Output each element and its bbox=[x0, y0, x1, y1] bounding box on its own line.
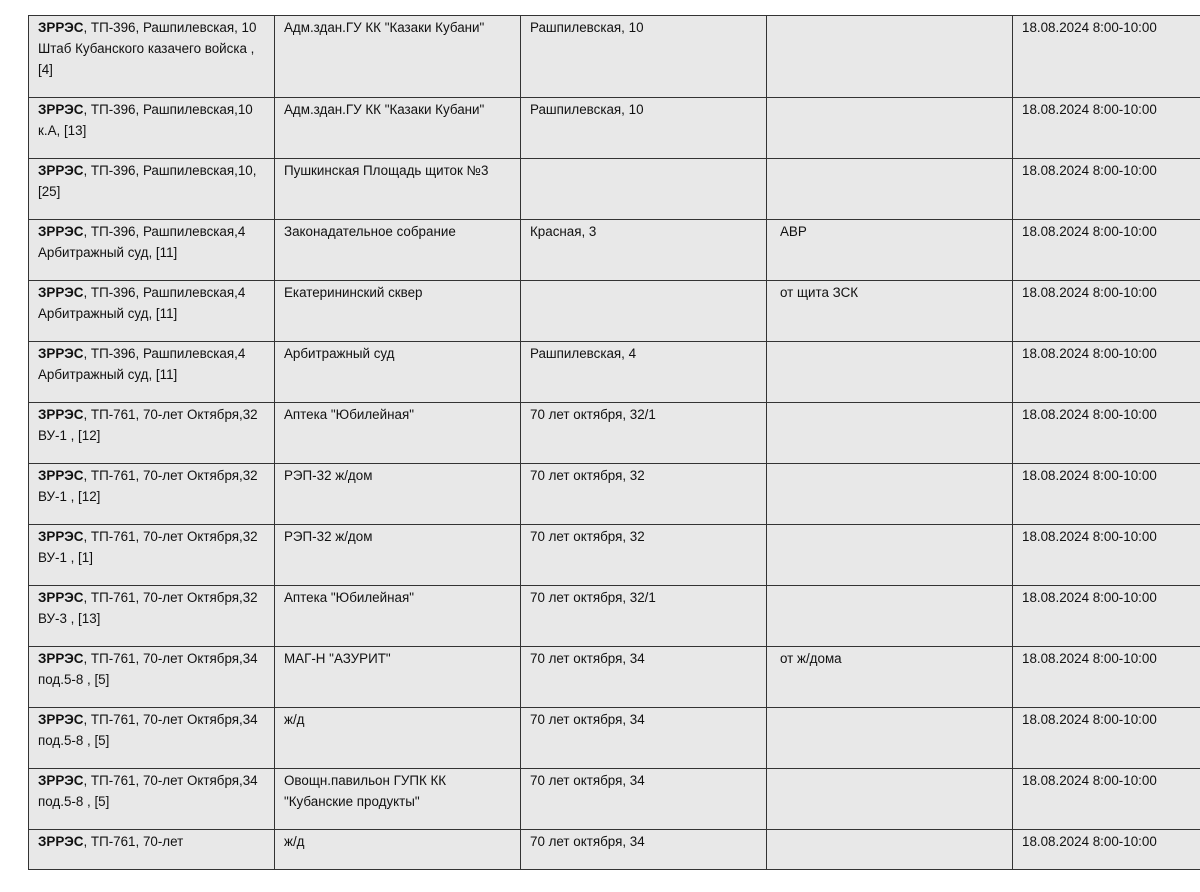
time-cell bbox=[1013, 464, 1200, 525]
object-cell bbox=[275, 708, 521, 769]
object-cell bbox=[275, 525, 521, 586]
note-cell bbox=[767, 464, 1013, 525]
location-text: , ТП-761, 70-лет Октября,32 ВУ-1 , [12] bbox=[38, 468, 258, 504]
address-cell bbox=[521, 647, 767, 708]
object-cell bbox=[275, 342, 521, 403]
source-cell bbox=[29, 708, 275, 769]
note-cell bbox=[767, 281, 1013, 342]
note-cell bbox=[767, 220, 1013, 281]
address-text: Красная, 3 bbox=[530, 224, 597, 239]
source-cell bbox=[29, 342, 275, 403]
address-cell bbox=[521, 586, 767, 647]
object-text: Адм.здан.ГУ КК "Казаки Кубани" bbox=[284, 20, 485, 35]
source-cell bbox=[29, 586, 275, 647]
org-label: ЗРРЭС bbox=[38, 224, 84, 239]
location-text: , ТП-761, 70-лет Октября,32 ВУ-3 , [13] bbox=[38, 590, 258, 626]
time-text: 18.08.2024 8:00-10:00 bbox=[1022, 224, 1157, 239]
time-text: 18.08.2024 8:00-10:00 bbox=[1022, 651, 1157, 666]
object-text: Аптека "Юбилейная" bbox=[284, 407, 414, 422]
time-cell bbox=[1013, 159, 1200, 220]
location-text: , ТП-396, Рашпилевская,4 Арбитражный суд, [11] bbox=[38, 346, 246, 382]
time-text: 18.08.2024 8:00-10:00 bbox=[1022, 773, 1157, 788]
note-text bbox=[776, 529, 780, 544]
object-cell bbox=[275, 98, 521, 159]
note-cell bbox=[767, 647, 1013, 708]
location-text: , ТП-761, 70-лет Октября,34 под.5-8 , [5] bbox=[38, 712, 258, 748]
note-cell bbox=[767, 159, 1013, 220]
object-text: ж/д bbox=[284, 834, 305, 849]
object-text: РЭП-32 ж/дом bbox=[284, 529, 373, 544]
time-text: 18.08.2024 8:00-10:00 bbox=[1022, 102, 1157, 117]
time-text: 18.08.2024 8:00-10:00 bbox=[1022, 529, 1157, 544]
note-cell bbox=[767, 830, 1013, 870]
object-cell bbox=[275, 159, 521, 220]
org-label: ЗРРЭС bbox=[38, 590, 84, 605]
table-row bbox=[29, 464, 1200, 525]
address-cell bbox=[521, 830, 767, 870]
address-text: Рашпилевская, 4 bbox=[530, 346, 637, 361]
object-cell bbox=[275, 647, 521, 708]
address-cell bbox=[521, 220, 767, 281]
address-text: 70 лет октября, 32 bbox=[530, 529, 645, 544]
time-cell bbox=[1013, 98, 1200, 159]
object-cell bbox=[275, 830, 521, 870]
note-text bbox=[776, 590, 780, 605]
address-text: 70 лет октября, 34 bbox=[530, 773, 645, 788]
note-text bbox=[776, 163, 780, 178]
address-cell bbox=[521, 708, 767, 769]
table-row bbox=[29, 16, 1200, 98]
note-cell bbox=[767, 16, 1013, 98]
time-cell bbox=[1013, 525, 1200, 586]
source-cell bbox=[29, 220, 275, 281]
time-text: 18.08.2024 8:00-10:00 bbox=[1022, 834, 1157, 849]
outage-table bbox=[28, 15, 1200, 870]
address-cell bbox=[521, 342, 767, 403]
table-row bbox=[29, 403, 1200, 464]
source-cell bbox=[29, 98, 275, 159]
object-text: Овощн.павильон ГУПК КК "Кубанские продукты" bbox=[284, 773, 447, 809]
table-row bbox=[29, 830, 1200, 870]
address-cell bbox=[521, 159, 767, 220]
table-row bbox=[29, 342, 1200, 403]
table-row bbox=[29, 220, 1200, 281]
address-text: 70 лет октября, 34 bbox=[530, 712, 645, 727]
time-cell bbox=[1013, 769, 1200, 830]
table-body bbox=[29, 16, 1200, 870]
note-cell bbox=[767, 769, 1013, 830]
location-text: , ТП-396, Рашпилевская,4 Арбитражный суд, [11] bbox=[38, 285, 246, 321]
table-row bbox=[29, 159, 1200, 220]
table-row bbox=[29, 708, 1200, 769]
address-cell bbox=[521, 281, 767, 342]
note-text: АВР bbox=[780, 224, 807, 239]
source-cell bbox=[29, 464, 275, 525]
table-row bbox=[29, 525, 1200, 586]
location-text: , ТП-761, 70-лет bbox=[83, 834, 184, 849]
note-text bbox=[776, 102, 780, 117]
time-cell bbox=[1013, 16, 1200, 98]
table-row bbox=[29, 769, 1200, 830]
object-cell bbox=[275, 403, 521, 464]
location-text: , ТП-396, Рашпилевская,10, [25] bbox=[38, 163, 257, 199]
org-label: ЗРРЭС bbox=[38, 285, 84, 300]
org-label: ЗРРЭС bbox=[38, 102, 84, 117]
object-text: РЭП-32 ж/дом bbox=[284, 468, 373, 483]
source-cell bbox=[29, 159, 275, 220]
table-row bbox=[29, 281, 1200, 342]
object-text: Аптека "Юбилейная" bbox=[284, 590, 414, 605]
note-text bbox=[776, 407, 780, 422]
time-cell bbox=[1013, 586, 1200, 647]
note-cell bbox=[767, 98, 1013, 159]
time-text: 18.08.2024 8:00-10:00 bbox=[1022, 163, 1157, 178]
org-label: ЗРРЭС bbox=[38, 407, 84, 422]
object-cell bbox=[275, 281, 521, 342]
note-cell bbox=[767, 342, 1013, 403]
time-text: 18.08.2024 8:00-10:00 bbox=[1022, 20, 1157, 35]
note-text bbox=[776, 468, 780, 483]
source-cell bbox=[29, 830, 275, 870]
note-cell bbox=[767, 586, 1013, 647]
source-cell bbox=[29, 403, 275, 464]
object-text: Законадательное собрание bbox=[284, 224, 456, 239]
org-label: ЗРРЭС bbox=[38, 834, 84, 849]
note-cell bbox=[767, 708, 1013, 769]
address-cell bbox=[521, 403, 767, 464]
org-label: ЗРРЭС bbox=[38, 773, 84, 788]
org-label: ЗРРЭС bbox=[38, 651, 84, 666]
note-text: от ж/дома bbox=[780, 651, 842, 666]
address-cell bbox=[521, 16, 767, 98]
org-label: ЗРРЭС bbox=[38, 529, 84, 544]
object-text: Екатерининский сквер bbox=[284, 285, 423, 300]
object-cell bbox=[275, 16, 521, 98]
object-cell bbox=[275, 464, 521, 525]
note-text bbox=[776, 20, 780, 35]
time-cell bbox=[1013, 708, 1200, 769]
source-cell bbox=[29, 16, 275, 98]
time-cell bbox=[1013, 830, 1200, 870]
note-text bbox=[776, 346, 780, 361]
time-cell bbox=[1013, 220, 1200, 281]
time-cell bbox=[1013, 342, 1200, 403]
note-text bbox=[776, 773, 780, 788]
time-text: 18.08.2024 8:00-10:00 bbox=[1022, 468, 1157, 483]
object-cell bbox=[275, 586, 521, 647]
org-label: ЗРРЭС bbox=[38, 346, 84, 361]
source-cell bbox=[29, 525, 275, 586]
time-text: 18.08.2024 8:00-10:00 bbox=[1022, 285, 1157, 300]
source-cell bbox=[29, 769, 275, 830]
address-text: Рашпилевская, 10 bbox=[530, 102, 644, 117]
location-text: , ТП-396, Рашпилевская,10 к.А, [13] bbox=[38, 102, 253, 138]
time-cell bbox=[1013, 647, 1200, 708]
object-text: ж/д bbox=[284, 712, 305, 727]
address-text: 70 лет октября, 32 bbox=[530, 468, 645, 483]
source-cell bbox=[29, 281, 275, 342]
time-text: 18.08.2024 8:00-10:00 bbox=[1022, 712, 1157, 727]
object-text: Арбитражный суд bbox=[284, 346, 395, 361]
time-text: 18.08.2024 8:00-10:00 bbox=[1022, 346, 1157, 361]
note-cell bbox=[767, 525, 1013, 586]
object-text: МАГ-Н "АЗУРИТ" bbox=[284, 651, 391, 666]
location-text: , ТП-761, 70-лет Октября,34 под.5-8 , [5] bbox=[38, 651, 258, 687]
table-row bbox=[29, 98, 1200, 159]
object-text: Адм.здан.ГУ КК "Казаки Кубани" bbox=[284, 102, 485, 117]
location-text: , ТП-761, 70-лет Октября,34 под.5-8 , [5] bbox=[38, 773, 258, 809]
address-text: 70 лет октября, 34 bbox=[530, 834, 645, 849]
address-cell bbox=[521, 769, 767, 830]
address-text: 70 лет октября, 34 bbox=[530, 651, 645, 666]
time-cell bbox=[1013, 403, 1200, 464]
object-cell bbox=[275, 769, 521, 830]
source-cell bbox=[29, 647, 275, 708]
address-cell bbox=[521, 98, 767, 159]
location-text: , ТП-761, 70-лет Октября,32 ВУ-1 , [1] bbox=[38, 529, 258, 565]
time-cell bbox=[1013, 281, 1200, 342]
location-text: , ТП-396, Рашпилевская, 10 Штаб Кубанского казачего войска , [4] bbox=[38, 20, 257, 77]
org-label: ЗРРЭС bbox=[38, 163, 84, 178]
note-text: от щита ЗСК bbox=[780, 285, 859, 300]
time-text: 18.08.2024 8:00-10:00 bbox=[1022, 407, 1157, 422]
address-cell bbox=[521, 464, 767, 525]
note-text bbox=[776, 712, 780, 727]
table-row bbox=[29, 647, 1200, 708]
location-text: , ТП-396, Рашпилевская,4 Арбитражный суд, [11] bbox=[38, 224, 246, 260]
address-cell bbox=[521, 525, 767, 586]
time-text: 18.08.2024 8:00-10:00 bbox=[1022, 590, 1157, 605]
address-text: 70 лет октября, 32/1 bbox=[530, 407, 656, 422]
location-text: , ТП-761, 70-лет Октября,32 ВУ-1 , [12] bbox=[38, 407, 258, 443]
note-cell bbox=[767, 403, 1013, 464]
object-cell bbox=[275, 220, 521, 281]
address-text: 70 лет октября, 32/1 bbox=[530, 590, 656, 605]
note-text bbox=[776, 834, 780, 849]
table-row bbox=[29, 586, 1200, 647]
org-label: ЗРРЭС bbox=[38, 20, 84, 35]
org-label: ЗРРЭС bbox=[38, 468, 84, 483]
object-text: Пушкинская Площадь щиток №3 bbox=[284, 163, 489, 178]
address-text: Рашпилевская, 10 bbox=[530, 20, 644, 35]
org-label: ЗРРЭС bbox=[38, 712, 84, 727]
